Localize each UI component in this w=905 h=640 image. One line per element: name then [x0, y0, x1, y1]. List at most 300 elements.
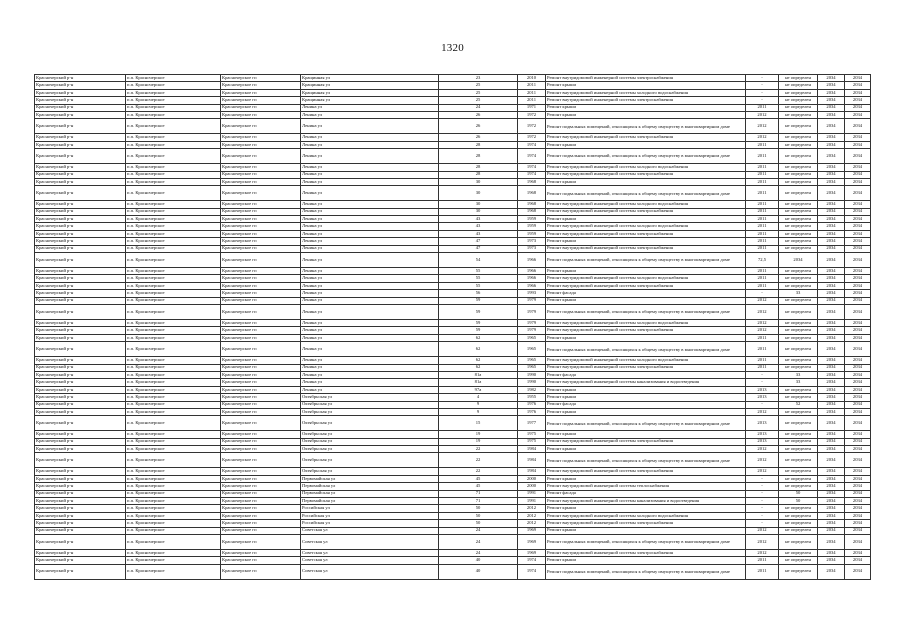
- cell-area: -: [746, 401, 779, 408]
- cell-type: Красночерское гп: [221, 520, 301, 527]
- cell-to: 2034: [845, 141, 871, 148]
- cell-district: Красночерский р-н: [35, 438, 126, 445]
- cell-work: Ремонт крыши: [546, 111, 746, 118]
- cell-date: не определен: [779, 527, 818, 534]
- cell-house: 22: [439, 453, 518, 468]
- cell-settlement: п.п. Красночерское: [126, 475, 221, 482]
- cell-year: 2012: [518, 505, 546, 512]
- cell-to: 2034: [845, 245, 871, 252]
- cell-settlement: п.п. Красночерское: [126, 119, 221, 134]
- cell-type: Красночерское гп: [221, 171, 301, 178]
- cell-area: 2011: [746, 245, 779, 252]
- cell-from: 2034: [818, 401, 845, 408]
- table-row: [35, 82, 871, 89]
- cell-settlement: п.п. Красночерское: [126, 357, 221, 364]
- cell-area: 2011: [746, 186, 779, 201]
- cell-from: 2034: [818, 216, 845, 223]
- cell-street: Ленина ул: [301, 238, 439, 245]
- cell-house: 54: [439, 253, 518, 268]
- cell-year: 2011: [518, 89, 546, 96]
- cell-year: 1955: [518, 394, 546, 401]
- cell-house: 59: [439, 304, 518, 319]
- cell-house: 24: [439, 104, 518, 111]
- cell-year: 1965: [518, 357, 546, 364]
- cell-street: Октябрьская ул: [301, 453, 439, 468]
- table-row: [35, 557, 871, 564]
- cell-type: Красночерское гп: [221, 75, 301, 82]
- cell-settlement: п.п. Красночерское: [126, 186, 221, 201]
- cell-area: 2011: [746, 164, 779, 171]
- table-row: [35, 342, 871, 357]
- cell-type: Красночерское гп: [221, 527, 301, 534]
- cell-type: Красночерское гп: [221, 89, 301, 96]
- cell-district: Красночерский р-н: [35, 498, 126, 505]
- cell-street: Ленина ул: [301, 186, 439, 201]
- table-row: [35, 201, 871, 208]
- cell-house: 62: [439, 357, 518, 364]
- cell-to: 2034: [845, 149, 871, 164]
- cell-type: Красночерское гп: [221, 290, 301, 297]
- cell-type: Красночерское гп: [221, 141, 301, 148]
- cell-to: 2034: [845, 401, 871, 408]
- cell-area: 2011: [746, 268, 779, 275]
- cell-from: 2034: [818, 379, 845, 386]
- table-row: [35, 401, 871, 408]
- cell-year: 1969: [518, 534, 546, 549]
- cell-type: Красночерское гп: [221, 416, 301, 431]
- cell-year: 1972: [518, 119, 546, 134]
- cell-house: 28: [439, 141, 518, 148]
- cell-house: 30: [439, 178, 518, 185]
- cell-to: 2034: [845, 82, 871, 89]
- cell-date: не определен: [779, 89, 818, 96]
- cell-from: 2034: [818, 104, 845, 111]
- cell-year: 2012: [518, 520, 546, 527]
- cell-date: не определен: [779, 178, 818, 185]
- table-row: [35, 186, 871, 201]
- cell-date: не определен: [779, 82, 818, 89]
- table-row: [35, 549, 871, 556]
- cell-district: Красночерский р-н: [35, 149, 126, 164]
- cell-street: Кращинная ул: [301, 82, 439, 89]
- cell-date: не определен: [779, 111, 818, 118]
- cell-year: 1976: [518, 408, 546, 415]
- cell-type: Красночерское гп: [221, 119, 301, 134]
- cell-street: Советская ул: [301, 534, 439, 549]
- cell-to: 2034: [845, 475, 871, 482]
- cell-work: Ремонт крыши: [546, 141, 746, 148]
- cell-street: Ленина ул: [301, 216, 439, 223]
- cell-date: не определен: [779, 216, 818, 223]
- cell-type: Красночерское гп: [221, 216, 301, 223]
- cell-house: 50: [439, 505, 518, 512]
- cell-district: Красночерский р-н: [35, 483, 126, 490]
- cell-district: Красночерский р-н: [35, 178, 126, 185]
- table-row: [35, 416, 871, 431]
- cell-type: Красночерское гп: [221, 394, 301, 401]
- cell-type: Красночерское гп: [221, 483, 301, 490]
- cell-settlement: п.п. Красночерское: [126, 223, 221, 230]
- cell-from: 2034: [818, 394, 845, 401]
- cell-type: Красночерское гп: [221, 268, 301, 275]
- cell-year: 1984: [518, 468, 546, 475]
- repair-schedule-table-container: [34, 74, 870, 580]
- cell-house: 55: [439, 282, 518, 289]
- cell-district: Красночерский р-н: [35, 171, 126, 178]
- cell-type: Красночерское гп: [221, 386, 301, 393]
- cell-house: 59: [439, 319, 518, 326]
- cell-settlement: п.п. Красночерское: [126, 319, 221, 326]
- cell-date: не определен: [779, 319, 818, 326]
- cell-from: 2034: [818, 141, 845, 148]
- cell-work: Ремонт внутридомовой инженерной системы холодного водоснабжения: [546, 164, 746, 171]
- cell-year: 1975: [518, 431, 546, 438]
- cell-to: 2034: [845, 327, 871, 334]
- cell-from: 2034: [818, 201, 845, 208]
- table-row: [35, 564, 871, 579]
- table-row: [35, 527, 871, 534]
- cell-date: не определен: [779, 297, 818, 304]
- cell-district: Красночерский р-н: [35, 475, 126, 482]
- cell-year: 1991: [518, 498, 546, 505]
- cell-to: 2034: [845, 549, 871, 556]
- cell-to: 2034: [845, 527, 871, 534]
- cell-type: Красночерское гп: [221, 438, 301, 445]
- cell-street: Октябрьская ул: [301, 401, 439, 408]
- cell-year: 1968: [518, 201, 546, 208]
- cell-area: 2012: [746, 319, 779, 326]
- cell-type: Красночерское гп: [221, 431, 301, 438]
- cell-house: 23: [439, 75, 518, 82]
- cell-work: Ремонт фасада: [546, 371, 746, 378]
- cell-work: Ремонт внутридомовой инженерной системы электроснабжения: [546, 208, 746, 215]
- cell-date: не определен: [779, 282, 818, 289]
- cell-street: Советская ул: [301, 527, 439, 534]
- cell-work: Ремонт крыши: [546, 216, 746, 223]
- cell-house: 62: [439, 364, 518, 371]
- cell-date: 33: [779, 379, 818, 386]
- cell-area: 2011: [746, 334, 779, 341]
- cell-year: 1984: [518, 453, 546, 468]
- cell-type: Красночерское гп: [221, 201, 301, 208]
- cell-work: Ремонт крыши: [546, 386, 746, 393]
- cell-street: Ленина ул: [301, 111, 439, 118]
- cell-type: Красночерское гп: [221, 238, 301, 245]
- cell-work: Ремонт подвальных помещений, относящихся к общему имуществу в многоквартирном доме: [546, 253, 746, 268]
- cell-from: 2034: [818, 520, 845, 527]
- cell-from: 2034: [818, 468, 845, 475]
- cell-street: Первомайская ул: [301, 483, 439, 490]
- cell-type: Красночерское гп: [221, 401, 301, 408]
- cell-area: 2012: [746, 134, 779, 141]
- cell-area: -: [746, 97, 779, 104]
- cell-street: Ленина ул: [301, 304, 439, 319]
- cell-district: Красночерский р-н: [35, 520, 126, 527]
- cell-street: Октябрьская ул: [301, 468, 439, 475]
- cell-area: 2012: [746, 527, 779, 534]
- cell-settlement: п.п. Красночерское: [126, 505, 221, 512]
- cell-year: 1959: [518, 223, 546, 230]
- cell-from: 2034: [818, 75, 845, 82]
- table-row: [35, 230, 871, 237]
- cell-settlement: п.п. Красночерское: [126, 104, 221, 111]
- table-row: [35, 468, 871, 475]
- table-row: [35, 475, 871, 482]
- cell-date: не определен: [779, 186, 818, 201]
- cell-settlement: п.п. Красночерское: [126, 245, 221, 252]
- cell-type: Красночерское гп: [221, 319, 301, 326]
- cell-house: 28: [439, 171, 518, 178]
- cell-date: не определен: [779, 208, 818, 215]
- cell-settlement: п.п. Красночерское: [126, 82, 221, 89]
- cell-district: Красночерский р-н: [35, 275, 126, 282]
- cell-date: 33: [779, 371, 818, 378]
- cell-settlement: п.п. Красночерское: [126, 275, 221, 282]
- cell-work: Ремонт внутридомовой инженерной системы канализования и водоотведения: [546, 498, 746, 505]
- cell-street: Ленина ул: [301, 371, 439, 378]
- cell-area: 2011: [746, 178, 779, 185]
- cell-street: Советская ул: [301, 557, 439, 564]
- table-row: [35, 446, 871, 453]
- cell-date: не определен: [779, 119, 818, 134]
- cell-to: 2034: [845, 297, 871, 304]
- cell-work: Ремонт крыши: [546, 334, 746, 341]
- cell-date: не определен: [779, 505, 818, 512]
- cell-settlement: п.п. Красночерское: [126, 134, 221, 141]
- cell-house: 71: [439, 490, 518, 497]
- cell-street: Первомайская ул: [301, 490, 439, 497]
- cell-year: 1972: [518, 111, 546, 118]
- table-row: [35, 364, 871, 371]
- cell-house: 40: [439, 564, 518, 579]
- cell-to: 2034: [845, 111, 871, 118]
- cell-street: Ленина ул: [301, 275, 439, 282]
- cell-house: 56: [439, 290, 518, 297]
- cell-to: 2034: [845, 379, 871, 386]
- cell-from: 2034: [818, 408, 845, 415]
- cell-area: 2011: [746, 149, 779, 164]
- cell-area: 2011: [746, 216, 779, 223]
- cell-to: 2034: [845, 282, 871, 289]
- cell-type: Красночерское гп: [221, 549, 301, 556]
- cell-from: 2034: [818, 319, 845, 326]
- cell-settlement: п.п. Красночерское: [126, 453, 221, 468]
- cell-date: не определен: [779, 149, 818, 164]
- cell-work: Ремонт внутридомовой инженерной системы холодного водоснабжения: [546, 223, 746, 230]
- cell-from: 2034: [818, 171, 845, 178]
- cell-date: не определен: [779, 534, 818, 549]
- cell-date: не определен: [779, 304, 818, 319]
- cell-to: 2034: [845, 416, 871, 431]
- cell-type: Красночерское гп: [221, 304, 301, 319]
- cell-street: Ленина ул: [301, 327, 439, 334]
- table-row: [35, 290, 871, 297]
- cell-year: 1993: [518, 290, 546, 297]
- cell-year: 1965: [518, 334, 546, 341]
- cell-date: не определен: [779, 475, 818, 482]
- cell-district: Красночерский р-н: [35, 446, 126, 453]
- cell-date: 50: [779, 498, 818, 505]
- cell-district: Красночерский р-н: [35, 490, 126, 497]
- cell-to: 2034: [845, 446, 871, 453]
- cell-settlement: п.п. Красночерское: [126, 268, 221, 275]
- cell-house: 22: [439, 468, 518, 475]
- cell-type: Красночерское гп: [221, 490, 301, 497]
- cell-house: 45: [439, 475, 518, 482]
- cell-from: 2034: [818, 164, 845, 171]
- cell-settlement: п.п. Красночерское: [126, 304, 221, 319]
- cell-area: -: [746, 379, 779, 386]
- cell-from: 2034: [818, 245, 845, 252]
- table-row: [35, 208, 871, 215]
- cell-date: не определен: [779, 483, 818, 490]
- cell-from: 2034: [818, 453, 845, 468]
- cell-year: 1966: [518, 275, 546, 282]
- cell-house: 40: [439, 557, 518, 564]
- cell-to: 2034: [845, 275, 871, 282]
- table-row: [35, 282, 871, 289]
- cell-district: Красночерский р-н: [35, 290, 126, 297]
- cell-district: Красночерский р-н: [35, 357, 126, 364]
- cell-date: не определен: [779, 431, 818, 438]
- cell-type: Красночерское гп: [221, 564, 301, 579]
- cell-house: 81а: [439, 371, 518, 378]
- table-row: [35, 111, 871, 118]
- cell-from: 2034: [818, 334, 845, 341]
- cell-district: Красночерский р-н: [35, 253, 126, 268]
- table-row: [35, 498, 871, 505]
- cell-work: Ремонт подвальных помещений, относящихся к общему имуществу в многоквартирном доме: [546, 342, 746, 357]
- cell-street: Ленина ул: [301, 223, 439, 230]
- cell-district: Красночерский р-н: [35, 319, 126, 326]
- cell-year: 1969: [518, 549, 546, 556]
- cell-type: Красночерское гп: [221, 364, 301, 371]
- cell-to: 2034: [845, 520, 871, 527]
- cell-work: Ремонт крыши: [546, 446, 746, 453]
- cell-from: 2034: [818, 483, 845, 490]
- cell-street: Ленина ул: [301, 282, 439, 289]
- cell-type: Красночерское гп: [221, 446, 301, 453]
- cell-work: Ремонт крыши: [546, 527, 746, 534]
- cell-date: не определен: [779, 557, 818, 564]
- cell-to: 2034: [845, 453, 871, 468]
- cell-street: Ленина ул: [301, 290, 439, 297]
- cell-street: Ленина ул: [301, 171, 439, 178]
- cell-area: -: [746, 483, 779, 490]
- cell-year: 1959: [518, 216, 546, 223]
- cell-year: 1974: [518, 171, 546, 178]
- cell-work: Ремонт внутридомовой инженерной системы холодного водоснабжения: [546, 357, 746, 364]
- cell-work: Ремонт крыши: [546, 394, 746, 401]
- cell-date: не определен: [779, 164, 818, 171]
- cell-work: Ремонт крыши: [546, 557, 746, 564]
- cell-year: 1977: [518, 416, 546, 431]
- cell-settlement: п.п. Красночерское: [126, 164, 221, 171]
- cell-work: Ремонт крыши: [546, 505, 746, 512]
- cell-to: 2034: [845, 201, 871, 208]
- cell-street: Октябрьская ул: [301, 408, 439, 415]
- cell-work: Ремонт внутридомовой инженерной системы электроснабжения: [546, 75, 746, 82]
- cell-street: Ленина ул: [301, 164, 439, 171]
- cell-from: 2034: [818, 178, 845, 185]
- cell-type: Красночерское гп: [221, 498, 301, 505]
- cell-house: 19: [439, 431, 518, 438]
- cell-date: не определен: [779, 394, 818, 401]
- cell-year: 2010: [518, 75, 546, 82]
- cell-type: Красночерское гп: [221, 357, 301, 364]
- cell-street: Ленина ул: [301, 104, 439, 111]
- cell-to: 2034: [845, 290, 871, 297]
- cell-house: 9: [439, 408, 518, 415]
- cell-settlement: п.п. Красночерское: [126, 111, 221, 118]
- table-row: [35, 357, 871, 364]
- cell-district: Красночерский р-н: [35, 164, 126, 171]
- cell-work: Ремонт фасада: [546, 401, 746, 408]
- cell-date: не определен: [779, 245, 818, 252]
- cell-house: 25: [439, 82, 518, 89]
- cell-district: Красночерский р-н: [35, 416, 126, 431]
- cell-settlement: п.п. Красночерское: [126, 468, 221, 475]
- cell-date: не определен: [779, 416, 818, 431]
- cell-area: -: [746, 475, 779, 482]
- cell-work: Ремонт внутридомовой инженерной системы холодного водоснабжения: [546, 275, 746, 282]
- cell-year: 1991: [518, 490, 546, 497]
- cell-street: Ленина ул: [301, 334, 439, 341]
- cell-year: 1984: [518, 446, 546, 453]
- cell-work: Ремонт внутридомовой инженерной системы электроснабжения: [546, 438, 746, 445]
- cell-settlement: п.п. Красночерское: [126, 208, 221, 215]
- cell-district: Красночерский р-н: [35, 408, 126, 415]
- cell-street: Ленина ул: [301, 230, 439, 237]
- cell-street: Ленина ул: [301, 149, 439, 164]
- cell-work: Ремонт крыши: [546, 104, 746, 111]
- table-row: [35, 394, 871, 401]
- cell-settlement: п.п. Красночерское: [126, 97, 221, 104]
- cell-type: Красночерское гп: [221, 408, 301, 415]
- cell-year: 1974: [518, 164, 546, 171]
- cell-settlement: п.п. Красночерское: [126, 512, 221, 519]
- cell-date: не определен: [779, 141, 818, 148]
- table-row: [35, 431, 871, 438]
- cell-type: Красночерское гп: [221, 245, 301, 252]
- cell-date: не определен: [779, 275, 818, 282]
- cell-settlement: п.п. Красночерское: [126, 371, 221, 378]
- cell-street: Кращинная ул: [301, 97, 439, 104]
- cell-work: Ремонт внутридомовой инженерной системы электроснабжения: [546, 282, 746, 289]
- cell-house: 43: [439, 216, 518, 223]
- cell-settlement: п.п. Красночерское: [126, 557, 221, 564]
- cell-from: 2034: [818, 386, 845, 393]
- cell-year: 1979: [518, 297, 546, 304]
- cell-from: 2034: [818, 371, 845, 378]
- cell-area: 2012: [746, 327, 779, 334]
- table-row: [35, 520, 871, 527]
- cell-district: Красночерский р-н: [35, 216, 126, 223]
- cell-area: 2012: [746, 297, 779, 304]
- cell-year: 1968: [518, 178, 546, 185]
- cell-to: 2034: [845, 230, 871, 237]
- cell-from: 2034: [818, 134, 845, 141]
- cell-type: Красночерское гп: [221, 342, 301, 357]
- table-row: [35, 223, 871, 230]
- cell-settlement: п.п. Красночерское: [126, 201, 221, 208]
- cell-work: Ремонт внутридомовой инженерной системы электроснабжения: [546, 327, 746, 334]
- cell-district: Красночерский р-н: [35, 386, 126, 393]
- cell-area: 2013: [746, 438, 779, 445]
- cell-settlement: п.п. Красночерское: [126, 253, 221, 268]
- page-number: 1320: [441, 42, 464, 54]
- cell-area: 2012: [746, 119, 779, 134]
